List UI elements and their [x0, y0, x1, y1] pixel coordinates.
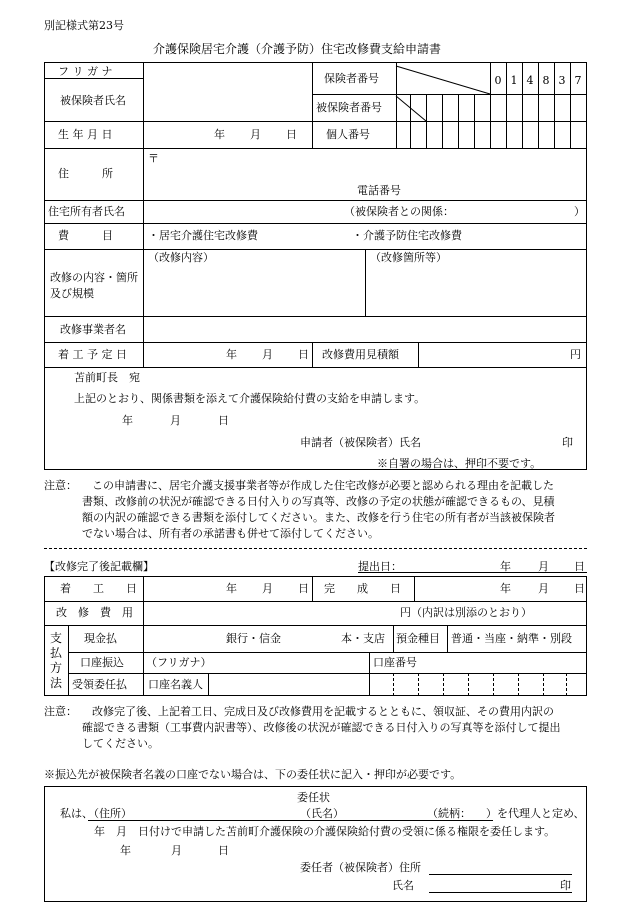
delegator-name-line	[429, 892, 572, 893]
proxy-title: 委任状	[297, 791, 330, 804]
renovation-scope-label: 改修の内容・箇所及び規模	[50, 271, 138, 300]
birth-date-label: 生 年 月 日	[58, 128, 113, 141]
note-1-line: 額の内訳の確認できる書類を添付してください。また、改修を行う住宅の所有者が当該被保険者	[82, 511, 555, 524]
estimate-yen: 円	[570, 348, 581, 361]
proxy-prefix: 私は、	[60, 807, 93, 820]
proxy-month: 月	[171, 844, 182, 857]
relation-label: （被保険者との関係：	[344, 205, 454, 218]
birth-month: 月	[250, 128, 261, 141]
expense-item-label: 費 目	[58, 229, 113, 242]
bank-label: 銀行・信金	[226, 632, 281, 645]
note-2-line: 確認できる書類（工事費内訳書等）、改修後の状況が確認できる日付入りの写真等を添付して提出	[82, 721, 561, 734]
request-text: 上記のとおり、関係書類を添えて介護保険給付費の支給を申請します。	[74, 392, 426, 405]
account-number-label: 口座番号	[373, 656, 417, 669]
submission-day: 日	[574, 560, 585, 573]
proxy-address: （住所）	[88, 807, 132, 820]
request-month: 月	[170, 414, 181, 427]
note-2-label: 注意：	[44, 705, 77, 718]
transfer-note: ※振込先が被保険者名義の口座でない場合は、下の委任状に記入・押印が必要です。	[44, 768, 462, 781]
proxy-year: 年	[120, 844, 131, 857]
insurer-digit: 8	[542, 74, 550, 87]
applicant-label: 申請者（被保険者）氏名	[300, 436, 421, 449]
postal-mark: 〒	[148, 152, 159, 165]
owner-name-label: 住宅所有者氏名	[48, 205, 125, 218]
completion-month: 月	[538, 582, 549, 595]
renovation-location-label: （改修箇所等）	[370, 251, 447, 264]
birth-year: 年	[214, 128, 225, 141]
address-label: 住 所	[58, 167, 113, 180]
delegator-address-label: 委任者（被保険者）住所	[300, 861, 421, 874]
insurer-digit: 0	[494, 74, 502, 87]
account-furigana-label: （フリガナ）	[146, 656, 212, 669]
request-day: 日	[218, 414, 229, 427]
completion-date-label: 完 成 日	[324, 582, 401, 595]
construction-start-label: 着 工 日	[60, 582, 137, 595]
transfer-label: 口座振込	[80, 656, 124, 669]
construction-year: 年	[226, 582, 237, 595]
delegator-seal: 印	[560, 879, 571, 892]
note-1-line: この申請書に、居宅介護支援事業者等が作成した住宅改修が必要と認められる理由を記載した	[92, 479, 554, 492]
insurer-number-label: 保険者番号	[324, 72, 379, 85]
insurer-digit: 7	[574, 74, 582, 87]
proxy-day: 日	[218, 844, 229, 857]
proxy-underline	[88, 820, 493, 821]
separator-line	[44, 548, 587, 549]
personal-number-label: 個人番号	[326, 128, 370, 141]
insurer-digit: 4	[526, 74, 534, 87]
start-year: 年	[226, 348, 237, 361]
insurer-digit: 1	[510, 74, 518, 87]
submission-date-label: 提出日：	[358, 560, 402, 573]
proxy-suffix: を代理人と定め、	[497, 807, 585, 820]
note-2-line: 改修完了後、上記着工日、完成日及び改修費用を記載するとともに、領収証、その費用内訳の	[92, 705, 554, 718]
branch-label: 本・支店	[341, 632, 385, 645]
proxy-line2: 年 月 日付けで申請した苫前町介護保険の介護保険給付費の受領に係る権限を委任します。	[94, 825, 556, 838]
submission-underline	[358, 572, 587, 573]
completion-year: 年	[500, 582, 511, 595]
start-month: 月	[262, 348, 273, 361]
note-1-line: 書類、改修前の状況が確認できる日付入りの写真等、改修の予定の状態が確認できるもの、見積	[82, 495, 555, 508]
cash-label: 現金払	[84, 632, 117, 645]
construction-day: 日	[298, 582, 309, 595]
relation-close: ）	[574, 205, 585, 218]
insurer-digit: 3	[558, 74, 566, 87]
applicant-seal: 印	[562, 436, 573, 449]
contractor-label: 改修事業者名	[60, 323, 126, 336]
proxy-name: （氏名）	[300, 807, 344, 820]
proxy-relationship-close: ）	[486, 807, 497, 820]
estimate-label: 改修費用見積額	[322, 348, 399, 361]
delegated-label: 受領委任払	[72, 678, 127, 691]
completion-header: 【改修完了後記載欄】	[44, 560, 154, 573]
insured-number-label: 被保険者番号	[316, 101, 382, 114]
deposit-type-label: 預金種目	[396, 632, 440, 645]
start-day: 日	[298, 348, 309, 361]
note-2-line: してください。	[82, 737, 159, 750]
expense-prevent-option: ・介護予防住宅改修費	[352, 229, 462, 242]
start-date-label: 着 工 予 定 日	[58, 348, 127, 361]
renovation-content-label: （改修内容）	[148, 251, 214, 264]
note-1-line: でない場合は、所有者の承諾書も併せて添付してください。	[82, 527, 379, 540]
payment-method-label: 支払方法	[49, 631, 62, 690]
birth-day: 日	[286, 128, 297, 141]
deposit-options: 普通・当座・納準・別段	[451, 632, 572, 645]
phone-label: 電話番号	[357, 184, 401, 197]
submission-year: 年	[500, 560, 511, 573]
delegator-name-label: 氏名	[392, 879, 414, 892]
note-1-label: 注意：	[44, 479, 77, 492]
cost-label: 改 修 費 用	[56, 606, 133, 619]
addressee: 苫前町長 宛	[74, 371, 140, 384]
form-number: 別記様式第23号	[44, 19, 124, 32]
expense-care-option: ・居宅介護住宅改修費	[148, 229, 258, 242]
delegator-address-line	[429, 874, 572, 875]
proxy-relationship: （続柄：	[427, 807, 471, 820]
submission-month: 月	[538, 560, 549, 573]
furigana-label: フ リ ガ ナ	[58, 65, 113, 78]
insured-name-label: 被保険者氏名	[60, 94, 126, 107]
completion-day: 日	[574, 582, 585, 595]
self-sign-note: ※自署の場合は、押印不要です。	[377, 457, 542, 470]
account-holder-label: 口座名義人	[148, 678, 203, 691]
request-year: 年	[122, 414, 133, 427]
construction-month: 月	[262, 582, 273, 595]
cost-note: 円（内訳は別添のとおり）	[400, 606, 532, 619]
form-title: 介護保険居宅介護（介護予防）住宅改修費支給申請書	[153, 42, 442, 56]
